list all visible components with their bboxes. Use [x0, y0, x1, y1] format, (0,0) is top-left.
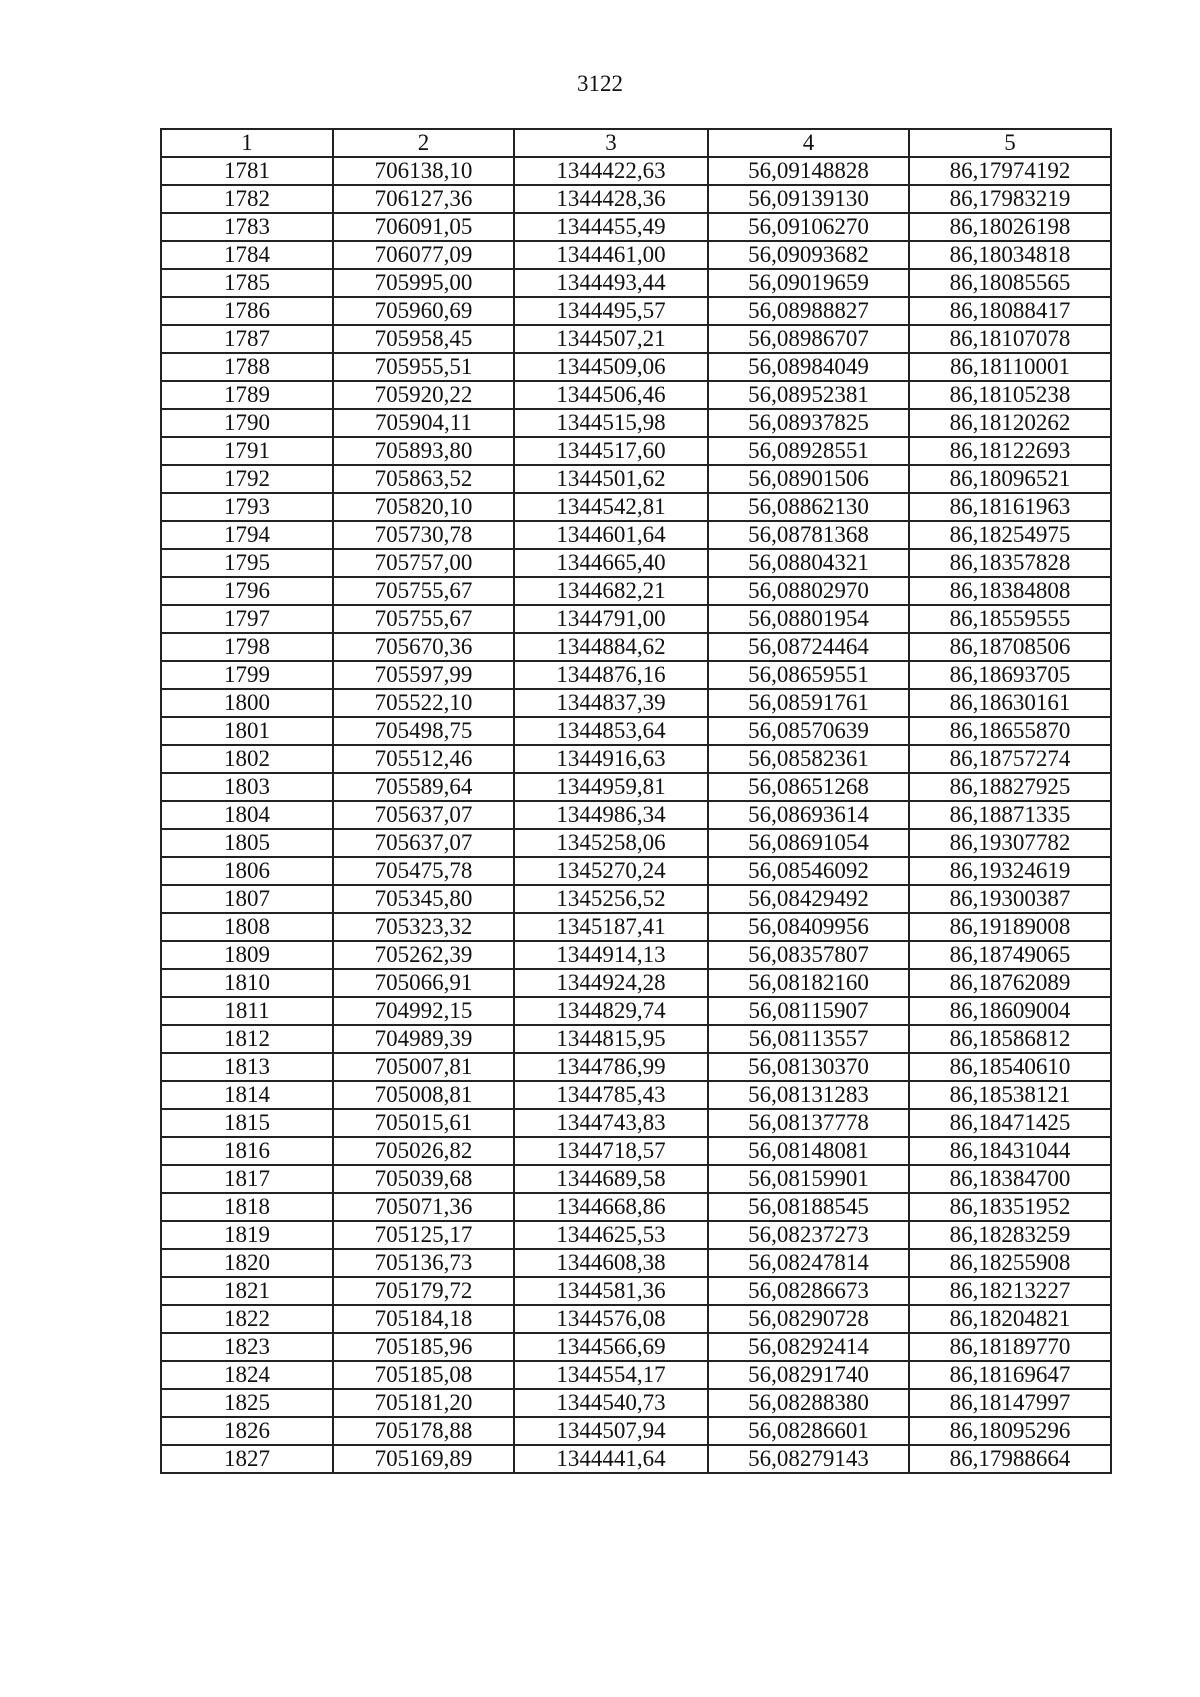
table-cell-col-4: 56,09139130	[708, 185, 909, 213]
table-cell-col-3: 1344581,36	[514, 1277, 708, 1305]
table-cell-col-3: 1344515,98	[514, 409, 708, 437]
table-cell-col-1: 1784	[161, 241, 333, 269]
table-cell-col-2: 705008,81	[333, 1081, 514, 1109]
table-cell-col-1: 1825	[161, 1389, 333, 1417]
table-cell-col-5: 86,18189770	[909, 1333, 1111, 1361]
table-cell-col-5: 86,18169647	[909, 1361, 1111, 1389]
table-cell-col-1: 1794	[161, 521, 333, 549]
table-cell-col-4: 56,08802970	[708, 577, 909, 605]
table-cell-col-3: 1344853,64	[514, 717, 708, 745]
table-cell-col-2: 705178,88	[333, 1417, 514, 1445]
table-cell-col-2: 705136,73	[333, 1249, 514, 1277]
table-cell-col-5: 86,18871335	[909, 801, 1111, 829]
table-cell-col-5: 86,18095296	[909, 1417, 1111, 1445]
table-cell-col-3: 1344743,83	[514, 1109, 708, 1137]
table-cell-col-3: 1344554,17	[514, 1361, 708, 1389]
table-cell-col-5: 86,18762089	[909, 969, 1111, 997]
table-row	[161, 997, 1111, 1025]
table-cell-col-4: 56,08984049	[708, 353, 909, 381]
table-cell-col-4: 56,08113557	[708, 1025, 909, 1053]
table-cell-col-1: 1815	[161, 1109, 333, 1137]
table-cell-col-2: 705345,80	[333, 885, 514, 913]
table-cell-col-1: 1793	[161, 493, 333, 521]
table-row	[161, 1249, 1111, 1277]
table-row	[161, 633, 1111, 661]
table-cell-col-1: 1790	[161, 409, 333, 437]
table-cell-col-2: 706138,10	[333, 157, 514, 185]
table-cell-col-2: 706091,05	[333, 213, 514, 241]
table-cell-col-4: 56,08286673	[708, 1277, 909, 1305]
table-cell-col-5: 86,18034818	[909, 241, 1111, 269]
table-cell-col-2: 705522,10	[333, 689, 514, 717]
table-cell-col-4: 56,08724464	[708, 633, 909, 661]
table-row	[161, 269, 1111, 297]
table-cell-col-2: 705262,39	[333, 941, 514, 969]
table-cell-col-1: 1802	[161, 745, 333, 773]
table-cell-col-3: 1345187,41	[514, 913, 708, 941]
table-cell-col-4: 56,08781368	[708, 521, 909, 549]
table-cell-col-5: 86,17974192	[909, 157, 1111, 185]
table-cell-col-3: 1344493,44	[514, 269, 708, 297]
table-cell-col-4: 56,09093682	[708, 241, 909, 269]
table-cell-col-3: 1344495,57	[514, 297, 708, 325]
table-cell-col-2: 705995,00	[333, 269, 514, 297]
table-row	[161, 521, 1111, 549]
table-cell-col-3: 1344540,73	[514, 1389, 708, 1417]
table-cell-col-2: 704989,39	[333, 1025, 514, 1053]
table-cell-col-5: 86,18708506	[909, 633, 1111, 661]
table-cell-col-5: 86,18096521	[909, 465, 1111, 493]
table-cell-col-5: 86,18357828	[909, 549, 1111, 577]
table-cell-col-2: 705730,78	[333, 521, 514, 549]
table-cell-col-3: 1344959,81	[514, 773, 708, 801]
table-cell-col-2: 705015,61	[333, 1109, 514, 1137]
table-row	[161, 1081, 1111, 1109]
table-cell-col-3: 1344441,64	[514, 1445, 708, 1473]
column-header-3: 3	[514, 129, 708, 157]
table-cell-col-2: 705820,10	[333, 493, 514, 521]
table-cell-col-3: 1344689,58	[514, 1165, 708, 1193]
table-row	[161, 941, 1111, 969]
table-cell-col-2: 705955,51	[333, 353, 514, 381]
table-cell-col-5: 86,18105238	[909, 381, 1111, 409]
table-cell-col-4: 56,08659551	[708, 661, 909, 689]
table-cell-col-1: 1814	[161, 1081, 333, 1109]
table-cell-col-3: 1344668,86	[514, 1193, 708, 1221]
table-cell-col-3: 1344986,34	[514, 801, 708, 829]
table-cell-col-2: 705670,36	[333, 633, 514, 661]
table-cell-col-3: 1345256,52	[514, 885, 708, 913]
table-cell-col-4: 56,08862130	[708, 493, 909, 521]
table-cell-col-5: 86,19307782	[909, 829, 1111, 857]
table-body	[161, 157, 1111, 1473]
table-cell-col-5: 86,18351952	[909, 1193, 1111, 1221]
table-row	[161, 409, 1111, 437]
table-cell-col-4: 56,08247814	[708, 1249, 909, 1277]
table-cell-col-1: 1822	[161, 1305, 333, 1333]
table-row	[161, 437, 1111, 465]
table-cell-col-2: 705757,00	[333, 549, 514, 577]
table-row	[161, 325, 1111, 353]
table-cell-col-3: 1344682,21	[514, 577, 708, 605]
table-cell-col-4: 56,08928551	[708, 437, 909, 465]
table-cell-col-4: 56,08290728	[708, 1305, 909, 1333]
table-row	[161, 1221, 1111, 1249]
table-cell-col-1: 1781	[161, 157, 333, 185]
table-cell-col-4: 56,08429492	[708, 885, 909, 913]
table-cell-col-4: 56,08291740	[708, 1361, 909, 1389]
table-cell-col-1: 1813	[161, 1053, 333, 1081]
table-cell-col-3: 1345258,06	[514, 829, 708, 857]
table-cell-col-3: 1344785,43	[514, 1081, 708, 1109]
table-cell-col-2: 705181,20	[333, 1389, 514, 1417]
table-cell-col-5: 86,18630161	[909, 689, 1111, 717]
table-cell-col-2: 705007,81	[333, 1053, 514, 1081]
table-cell-col-5: 86,18749065	[909, 941, 1111, 969]
header-row	[161, 129, 1111, 157]
table-row	[161, 1193, 1111, 1221]
table-cell-col-2: 706077,09	[333, 241, 514, 269]
table-cell-col-4: 56,08286601	[708, 1417, 909, 1445]
table-row	[161, 157, 1111, 185]
table-row	[161, 913, 1111, 941]
table-cell-col-1: 1785	[161, 269, 333, 297]
table-cell-col-4: 56,08801954	[708, 605, 909, 633]
table-cell-col-1: 1807	[161, 885, 333, 913]
table-cell-col-5: 86,19300387	[909, 885, 1111, 913]
table-cell-col-2: 705184,18	[333, 1305, 514, 1333]
table-cell-col-4: 56,08159901	[708, 1165, 909, 1193]
table-row	[161, 297, 1111, 325]
table-cell-col-1: 1803	[161, 773, 333, 801]
table-cell-col-2: 705863,52	[333, 465, 514, 493]
table-cell-col-1: 1816	[161, 1137, 333, 1165]
table-cell-col-4: 56,08288380	[708, 1389, 909, 1417]
table-row	[161, 1277, 1111, 1305]
table-cell-col-1: 1810	[161, 969, 333, 997]
table-cell-col-3: 1344665,40	[514, 549, 708, 577]
table-cell-col-1: 1788	[161, 353, 333, 381]
table-row	[161, 213, 1111, 241]
table-cell-col-3: 1344509,06	[514, 353, 708, 381]
table-cell-col-4: 56,09106270	[708, 213, 909, 241]
table-cell-col-2: 704992,15	[333, 997, 514, 1025]
table-cell-col-1: 1804	[161, 801, 333, 829]
table-cell-col-4: 56,08279143	[708, 1445, 909, 1473]
table-row	[161, 241, 1111, 269]
table-cell-col-2: 705071,36	[333, 1193, 514, 1221]
table-cell-col-1: 1798	[161, 633, 333, 661]
table-cell-col-5: 86,18088417	[909, 297, 1111, 325]
table-row	[161, 1445, 1111, 1473]
table-cell-col-5: 86,17988664	[909, 1445, 1111, 1473]
table-row	[161, 1333, 1111, 1361]
table-row	[161, 381, 1111, 409]
column-header-5: 5	[909, 129, 1111, 157]
table-cell-col-1: 1783	[161, 213, 333, 241]
table-cell-col-4: 56,08182160	[708, 969, 909, 997]
table-cell-col-5: 86,19324619	[909, 857, 1111, 885]
table-cell-col-3: 1344422,63	[514, 157, 708, 185]
table-cell-col-5: 86,18120262	[909, 409, 1111, 437]
table-cell-col-1: 1821	[161, 1277, 333, 1305]
table-row	[161, 829, 1111, 857]
table-cell-col-1: 1782	[161, 185, 333, 213]
table-cell-col-3: 1344506,46	[514, 381, 708, 409]
table-row	[161, 969, 1111, 997]
table-cell-col-4: 56,08570639	[708, 717, 909, 745]
table-row	[161, 577, 1111, 605]
table-cell-col-4: 56,08804321	[708, 549, 909, 577]
table-cell-col-5: 86,18122693	[909, 437, 1111, 465]
table-cell-col-2: 705512,46	[333, 745, 514, 773]
table-cell-col-1: 1795	[161, 549, 333, 577]
table-cell-col-5: 86,18609004	[909, 997, 1111, 1025]
table-cell-col-4: 56,08591761	[708, 689, 909, 717]
table-row	[161, 1417, 1111, 1445]
table-cell-col-3: 1344517,60	[514, 437, 708, 465]
table-cell-col-5: 86,18107078	[909, 325, 1111, 353]
table-cell-col-3: 1344461,00	[514, 241, 708, 269]
table-cell-col-5: 86,18538121	[909, 1081, 1111, 1109]
table-cell-col-1: 1811	[161, 997, 333, 1025]
table-row	[161, 1361, 1111, 1389]
table-cell-col-1: 1809	[161, 941, 333, 969]
table-cell-col-5: 86,18827925	[909, 773, 1111, 801]
table-cell-col-3: 1344791,00	[514, 605, 708, 633]
table-row	[161, 185, 1111, 213]
table-row	[161, 661, 1111, 689]
table-cell-col-3: 1344916,63	[514, 745, 708, 773]
table-cell-col-4: 56,08691054	[708, 829, 909, 857]
table-cell-col-2: 705920,22	[333, 381, 514, 409]
table-cell-col-1: 1800	[161, 689, 333, 717]
table-cell-col-1: 1827	[161, 1445, 333, 1473]
table-cell-col-2: 705185,08	[333, 1361, 514, 1389]
table-cell-col-1: 1791	[161, 437, 333, 465]
table-cell-col-3: 1344876,16	[514, 661, 708, 689]
table-cell-col-3: 1344815,95	[514, 1025, 708, 1053]
table-cell-col-5: 86,19189008	[909, 913, 1111, 941]
table-cell-col-1: 1806	[161, 857, 333, 885]
table-cell-col-4: 56,08901506	[708, 465, 909, 493]
table-cell-col-4: 56,08952381	[708, 381, 909, 409]
table-row	[161, 885, 1111, 913]
table-row	[161, 353, 1111, 381]
table-cell-col-1: 1805	[161, 829, 333, 857]
table-cell-col-3: 1344884,62	[514, 633, 708, 661]
table-cell-col-5: 86,18283259	[909, 1221, 1111, 1249]
table-cell-col-5: 86,18384808	[909, 577, 1111, 605]
table-cell-col-1: 1801	[161, 717, 333, 745]
table-cell-col-5: 86,18204821	[909, 1305, 1111, 1333]
table-cell-col-1: 1817	[161, 1165, 333, 1193]
table-cell-col-1: 1820	[161, 1249, 333, 1277]
table-cell-col-2: 705498,75	[333, 717, 514, 745]
table-cell-col-3: 1344718,57	[514, 1137, 708, 1165]
table-cell-col-4: 56,08937825	[708, 409, 909, 437]
table-cell-col-4: 56,08693614	[708, 801, 909, 829]
table-cell-col-3: 1344786,99	[514, 1053, 708, 1081]
table-cell-col-4: 56,08292414	[708, 1333, 909, 1361]
table-row	[161, 1137, 1111, 1165]
table-row	[161, 1109, 1111, 1137]
table-cell-col-2: 705637,07	[333, 801, 514, 829]
table-cell-col-4: 56,08409956	[708, 913, 909, 941]
table-cell-col-2: 705589,64	[333, 773, 514, 801]
table-cell-col-4: 56,08137778	[708, 1109, 909, 1137]
table-cell-col-3: 1344625,53	[514, 1221, 708, 1249]
column-header-2: 2	[333, 129, 514, 157]
table-cell-col-5: 86,18431044	[909, 1137, 1111, 1165]
column-header-4: 4	[708, 129, 909, 157]
table-row	[161, 689, 1111, 717]
table-cell-col-3: 1344837,39	[514, 689, 708, 717]
table-cell-col-2: 705185,96	[333, 1333, 514, 1361]
table-cell-col-2: 705960,69	[333, 297, 514, 325]
table-cell-col-5: 86,18255908	[909, 1249, 1111, 1277]
table-cell-col-5: 86,18757274	[909, 745, 1111, 773]
table-cell-col-2: 705026,82	[333, 1137, 514, 1165]
table-row	[161, 1053, 1111, 1081]
table-row	[161, 549, 1111, 577]
table-row	[161, 801, 1111, 829]
table-cell-col-4: 56,08986707	[708, 325, 909, 353]
table-cell-col-2: 705039,68	[333, 1165, 514, 1193]
table-cell-col-4: 56,08357807	[708, 941, 909, 969]
table-row	[161, 1305, 1111, 1333]
table-cell-col-3: 1344608,38	[514, 1249, 708, 1277]
table-cell-col-3: 1344507,21	[514, 325, 708, 353]
table-cell-col-4: 56,08131283	[708, 1081, 909, 1109]
table-cell-col-3: 1344428,36	[514, 185, 708, 213]
table-cell-col-4: 56,08988827	[708, 297, 909, 325]
table-cell-col-3: 1344924,28	[514, 969, 708, 997]
table-cell-col-2: 705637,07	[333, 829, 514, 857]
table-cell-col-5: 86,18586812	[909, 1025, 1111, 1053]
table-cell-col-4: 56,08115907	[708, 997, 909, 1025]
table-header	[161, 129, 1111, 157]
table-cell-col-2: 705958,45	[333, 325, 514, 353]
table-row	[161, 1025, 1111, 1053]
table-cell-col-1: 1796	[161, 577, 333, 605]
table-cell-col-5: 86,18085565	[909, 269, 1111, 297]
table-cell-col-5: 86,17983219	[909, 185, 1111, 213]
table-cell-col-1: 1799	[161, 661, 333, 689]
table-cell-col-5: 86,18655870	[909, 717, 1111, 745]
table-cell-col-3: 1344829,74	[514, 997, 708, 1025]
table-cell-col-3: 1344914,13	[514, 941, 708, 969]
table-cell-col-3: 1344601,64	[514, 521, 708, 549]
table-cell-col-4: 56,08546092	[708, 857, 909, 885]
table-cell-col-1: 1823	[161, 1333, 333, 1361]
table-row	[161, 857, 1111, 885]
table-cell-col-1: 1818	[161, 1193, 333, 1221]
table-cell-col-3: 1344455,49	[514, 213, 708, 241]
table-cell-col-4: 56,08651268	[708, 773, 909, 801]
table-cell-col-1: 1824	[161, 1361, 333, 1389]
table-cell-col-5: 86,18693705	[909, 661, 1111, 689]
table-cell-col-2: 705755,67	[333, 577, 514, 605]
table-cell-col-5: 86,18471425	[909, 1109, 1111, 1137]
table-cell-col-3: 1344501,62	[514, 465, 708, 493]
table-row	[161, 717, 1111, 745]
table-cell-col-4: 56,08188545	[708, 1193, 909, 1221]
table-cell-col-5: 86,18026198	[909, 213, 1111, 241]
table-cell-col-4: 56,08148081	[708, 1137, 909, 1165]
table-cell-col-3: 1345270,24	[514, 857, 708, 885]
table-cell-col-1: 1812	[161, 1025, 333, 1053]
table-cell-col-2: 705755,67	[333, 605, 514, 633]
table-cell-col-1: 1787	[161, 325, 333, 353]
table-cell-col-3: 1344542,81	[514, 493, 708, 521]
table-cell-col-5: 86,18254975	[909, 521, 1111, 549]
table-row	[161, 605, 1111, 633]
table-cell-col-1: 1819	[161, 1221, 333, 1249]
table-cell-col-5: 86,18540610	[909, 1053, 1111, 1081]
table-cell-col-5: 86,18384700	[909, 1165, 1111, 1193]
table-cell-col-2: 705475,78	[333, 857, 514, 885]
table-row	[161, 1389, 1111, 1417]
table-cell-col-4: 56,08582361	[708, 745, 909, 773]
table-cell-col-5: 86,18559555	[909, 605, 1111, 633]
table-cell-col-4: 56,09019659	[708, 269, 909, 297]
table-row	[161, 493, 1111, 521]
table-cell-col-2: 705125,17	[333, 1221, 514, 1249]
table-cell-col-1: 1797	[161, 605, 333, 633]
table-cell-col-1: 1789	[161, 381, 333, 409]
table-cell-col-2: 705066,91	[333, 969, 514, 997]
table-cell-col-2: 705169,89	[333, 1445, 514, 1473]
table-cell-col-5: 86,18161963	[909, 493, 1111, 521]
table-cell-col-2: 706127,36	[333, 185, 514, 213]
table-cell-col-2: 705597,99	[333, 661, 514, 689]
table-cell-col-5: 86,18147997	[909, 1389, 1111, 1417]
table-cell-col-2: 705323,32	[333, 913, 514, 941]
table-row	[161, 745, 1111, 773]
table-cell-col-2: 705179,72	[333, 1277, 514, 1305]
column-header-1: 1	[161, 129, 333, 157]
table-row	[161, 773, 1111, 801]
table-row	[161, 465, 1111, 493]
page-number: 3122	[577, 71, 623, 96]
table-cell-col-3: 1344576,08	[514, 1305, 708, 1333]
table-cell-col-4: 56,08130370	[708, 1053, 909, 1081]
table-cell-col-1: 1826	[161, 1417, 333, 1445]
table-cell-col-3: 1344507,94	[514, 1417, 708, 1445]
table-cell-col-5: 86,18213227	[909, 1277, 1111, 1305]
table-cell-col-4: 56,08237273	[708, 1221, 909, 1249]
table-cell-col-1: 1786	[161, 297, 333, 325]
table-cell-col-3: 1344566,69	[514, 1333, 708, 1361]
table-cell-col-5: 86,18110001	[909, 353, 1111, 381]
table-cell-col-4: 56,09148828	[708, 157, 909, 185]
table-cell-col-2: 705893,80	[333, 437, 514, 465]
table-cell-col-2: 705904,11	[333, 409, 514, 437]
table-cell-col-1: 1808	[161, 913, 333, 941]
coordinates-table	[160, 128, 1112, 1474]
table-cell-col-1: 1792	[161, 465, 333, 493]
table-row	[161, 1165, 1111, 1193]
